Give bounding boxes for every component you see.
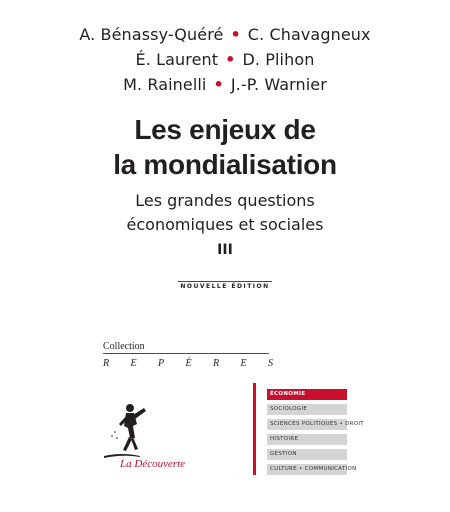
collection-divider — [103, 353, 269, 354]
collection-letter: R — [103, 358, 110, 369]
edition-label: NOUVELLE ÉDITION — [178, 281, 272, 290]
publisher-logo — [100, 402, 200, 477]
author-separator: • — [230, 25, 241, 44]
collection-name — [103, 358, 273, 369]
category-item: GESTION — [267, 449, 347, 460]
title-line-1: Les enjeux de — [134, 114, 316, 145]
category-item: ÉCONOMIE — [267, 389, 347, 400]
author-separator: • — [213, 75, 224, 94]
subtitle-line-1: Les grandes questions — [135, 191, 315, 210]
book-title — [0, 112, 450, 182]
author-name: A. Bénassy-Quéré — [79, 25, 224, 44]
collection-letter: R — [213, 358, 220, 369]
collection-letter: E — [240, 358, 247, 369]
category-item: CULTURE • COMMUNICATION — [267, 464, 347, 475]
category-item: HISTOIRE — [267, 434, 347, 445]
collection-letter: E — [130, 358, 137, 369]
title-line-2: la mondialisation — [113, 149, 337, 180]
subtitle-line-2: économiques et sociales — [126, 215, 324, 234]
authors-row-3 — [0, 72, 450, 97]
category-item: SOCIOLOGIE — [267, 404, 347, 415]
author-name: J.-P. Warnier — [230, 75, 327, 94]
author-name: M. Rainelli — [123, 75, 207, 94]
authors-row-1 — [0, 22, 450, 47]
collection-letter: P — [158, 358, 165, 369]
accent-bar — [253, 383, 256, 475]
volume-number: III — [217, 242, 233, 258]
author-name: D. Plihon — [242, 50, 315, 69]
category-item: SCIENCES POLITIQUES • DROIT — [267, 419, 347, 430]
author-name: C. Chavagneux — [247, 25, 371, 44]
author-separator: • — [225, 50, 236, 69]
collection-label: Collection — [103, 341, 145, 352]
authors-block — [0, 22, 450, 97]
publisher-name: La Découverte — [120, 458, 186, 470]
book-subtitle — [0, 189, 450, 237]
sower-figure-icon — [100, 402, 160, 462]
collection-letter: È — [185, 358, 192, 369]
category-list — [267, 389, 364, 479]
authors-row-2 — [0, 47, 450, 72]
collection-letter: S — [268, 358, 273, 369]
author-name: É. Laurent — [135, 50, 219, 69]
